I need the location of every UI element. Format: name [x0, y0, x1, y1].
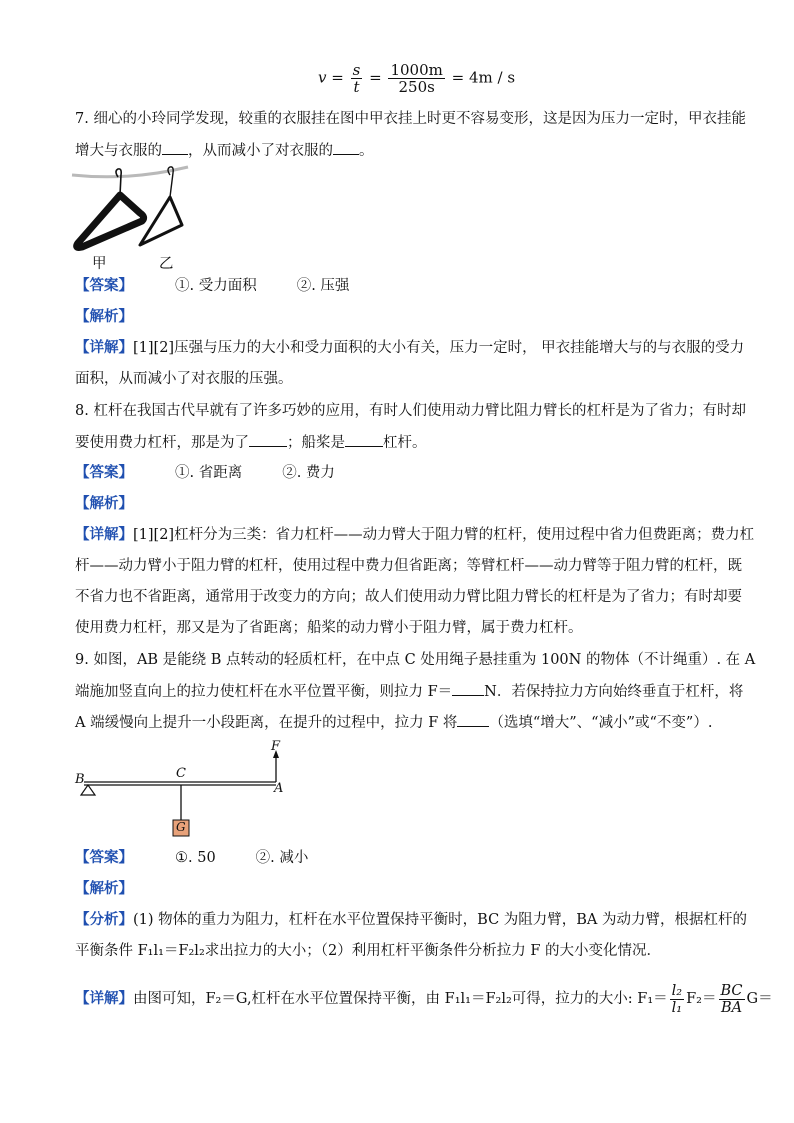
q7-line2-c: 。 [359, 143, 374, 159]
q7-answer-2: ②. 压强 [296, 278, 350, 294]
q9-frac1-num: l₂ [671, 982, 683, 999]
formula-lhs: v [318, 68, 327, 87]
q9-detail-a: 由图可知，F₂＝G,杠杆在水平位置保持平衡，由 F₁l₁＝F₂l₂可得，拉力的大小: F₁＝ [133, 991, 668, 1007]
q8-analysis-label: 【解析】 [75, 495, 133, 512]
q9-frac2-num: BC [720, 982, 743, 999]
q9-line1: 9. 如图，AB 是能绕 B 点转动的轻质杠杆，在中点 C 处用绳子悬挂重为 100N 的物体（不计绳重）. 在 A [75, 652, 756, 668]
q7-detail-line2: 面积，从而减小了对衣服的压强。 [75, 371, 293, 387]
q8-line2 [75, 432, 427, 453]
q9-blank-2 [457, 712, 489, 727]
formula-num2: 1000m [390, 61, 443, 79]
hanger-rod [72, 167, 188, 177]
hanger-label-yi: 乙 [159, 256, 174, 272]
q8-detail-line3: 不省力也不省距离，通常用于改变力的方向；故人们使用动力臂比阻力臂长的杠杆是为了省力；有时却要 [75, 589, 742, 605]
hanger-jia-hook [116, 169, 121, 195]
q9-detail-row [75, 982, 773, 1016]
q9-answer-label: 【答案】 [75, 849, 133, 866]
q7-answer-row [75, 276, 349, 296]
q7-line2-b: ，从而减小了对衣服的 [188, 143, 333, 159]
q8-line1: 8. 杠杆在我国古代早就有了许多巧妙的应用，有时人们使用动力臂比阻力臂长的杠杆是为了省力；有时却 [75, 403, 746, 419]
q9-detail-c: G＝ [746, 991, 773, 1007]
q9-fenxi-label: 【分析】 [75, 911, 133, 928]
q9-fenxi-line1 [75, 910, 747, 930]
q9-blank-1 [452, 681, 484, 696]
q9-frac2-den: BA [720, 999, 743, 1016]
formula-frac2 [388, 62, 444, 95]
formula-frac1 [351, 62, 363, 95]
q9-answer-2: ②. 减小 [255, 850, 309, 866]
q8-answer-row [75, 463, 335, 483]
q8-line2-b: ；船桨是 [287, 435, 345, 451]
lever-label-C: C [176, 766, 186, 781]
q7-detail-line1 [75, 338, 744, 358]
formula-top [318, 62, 515, 95]
q9-line2-a: 端施加竖直向上的拉力使杠杆在水平位置平衡，则拉力 F＝ [75, 684, 453, 700]
q9-detail-b: F₂＝ [686, 991, 717, 1007]
hangers-figure [70, 165, 200, 270]
q9-analysis-label: 【解析】 [75, 880, 133, 897]
lever-label-G: G [176, 820, 186, 834]
q8-answer-1: ①. 省距离 [175, 465, 243, 481]
q8-detail-line4: 使用费力杠杆，那又是为了省距离；船桨的动力臂小于阻力臂，属于费力杠杆。 [75, 620, 583, 636]
q8-answer-label: 【答案】 [75, 464, 133, 481]
q7-blank-1 [162, 140, 188, 155]
q8-blank-2 [345, 432, 383, 447]
q7-answer-label: 【答案】 [75, 277, 133, 294]
q9-line3 [75, 712, 712, 733]
q7-detail-label: 【详解】 [75, 339, 133, 356]
q9-line2 [75, 681, 743, 702]
q9-line3-b: （选填“增大”、“减小”或“不变”）. [489, 715, 713, 731]
q9-answer-1: ①. 50 [175, 850, 216, 866]
formula-eq1: = [331, 68, 344, 87]
q8-detail-line2: 杆——动力臂小于阻力臂的杠杆，使用过程中费力但省距离；等臂杠杆——动力臂等于阻力臂的杠杆，既 [75, 558, 742, 574]
formula-num1: s [352, 61, 361, 79]
hanger-label-jia: 甲 [92, 256, 107, 272]
q9-line3-a: A 端缓慢向上提升一小段距离，在提升的过程中，拉力 F 将 [75, 715, 458, 731]
formula-den2: 250s [398, 78, 435, 96]
q8-detail-line1 [75, 525, 754, 545]
q7-answer-1: ①. 受力面积 [175, 278, 257, 294]
q9-answer-row [75, 848, 308, 868]
q7-line2-a: 增大与衣服的 [75, 143, 162, 159]
q8-line2-c: 杠杆。 [383, 435, 427, 451]
q9-detail-frac1 [670, 983, 684, 1016]
formula-result: = 4m / s [451, 68, 516, 87]
lever-label-B: B [75, 772, 85, 787]
q9-fenxi-text1: (1) 物体的重力为阻力，杠杆在水平位置保持平衡时，BC 为阻力臂，BA 为动力臂，根据杠杆的 [133, 912, 748, 928]
q8-blank-1 [249, 432, 287, 447]
q7-line1: 7. 细心的小玲同学发现，较重的衣服挂在图中甲衣挂上时更不容易变形，这是因为压力一定时，甲衣挂能 [75, 111, 746, 127]
formula-eq2: = [369, 68, 382, 87]
q8-answer-2: ②. 费力 [282, 465, 335, 481]
q8-line2-a: 要使用费力杠杆，那是为了 [75, 435, 249, 451]
q7-analysis-label: 【解析】 [75, 308, 133, 325]
q7-detail-text1: [1][2]压强与压力的大小和受力面积的大小有关，压力一定时， 甲衣挂能增大与的与衣服的受力 [133, 340, 745, 356]
q9-frac1-den: l₁ [671, 999, 683, 1016]
q8-detail-text1: [1][2]杠杆分为三类：省力杠杆——动力臂大于阻力臂的杠杆，使用过程中省力但费距离；费力杠 [133, 527, 755, 543]
lever-label-F: F [271, 739, 281, 754]
formula-den1: t [353, 78, 360, 96]
q9-detail-label: 【详解】 [75, 990, 133, 1007]
q9-detail-frac2 [719, 983, 745, 1016]
q7-line2 [75, 140, 374, 161]
q9-line2-b: N．若保持拉力方向始终垂直于杠杆，将 [484, 684, 744, 700]
q7-blank-2 [333, 140, 359, 155]
q9-fenxi-line2: 平衡条件 F₁l₁＝F₂l₂求出拉力的大小；（2）利用杠杆平衡条件分析拉力 F 的大小变化情况． [75, 943, 662, 959]
q8-detail-label: 【详解】 [75, 526, 133, 543]
lever-label-A: A [274, 781, 284, 796]
hanger-jia-body [77, 195, 144, 248]
